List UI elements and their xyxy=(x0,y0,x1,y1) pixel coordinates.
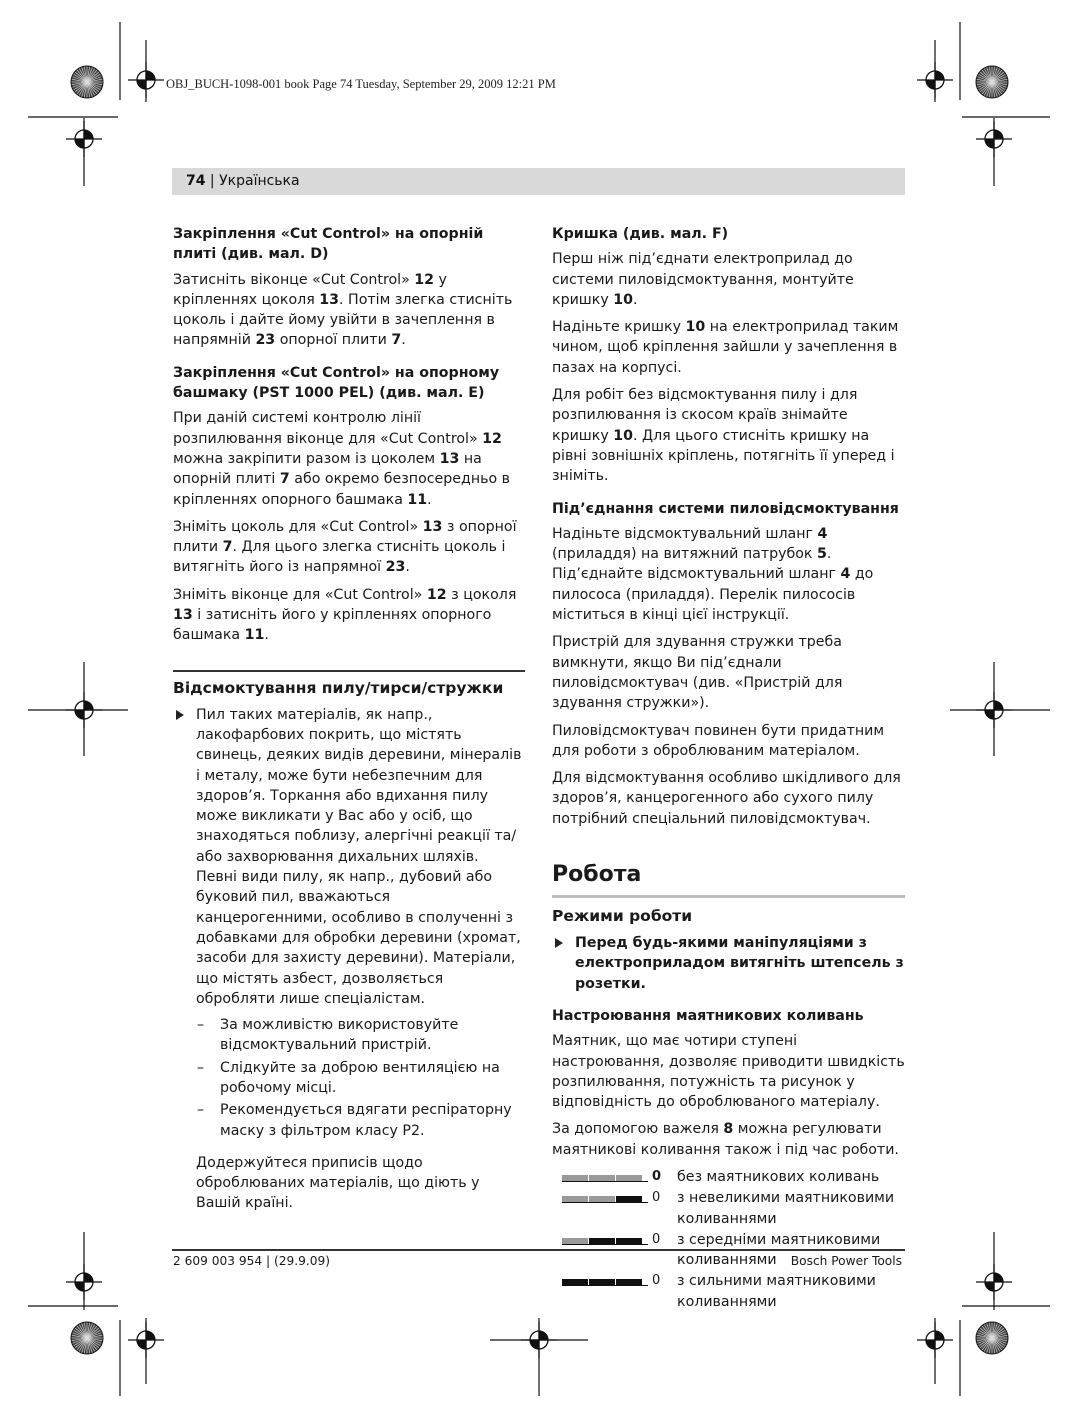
dash-text: Рекомендується вдягати респіраторну маску з фільтром класу P2. xyxy=(220,1102,512,1139)
reference-number: 13 xyxy=(439,450,460,467)
reference-number: 10 xyxy=(685,319,706,336)
registration-target-icon xyxy=(974,1262,1014,1302)
color-registration-icon xyxy=(70,65,104,99)
text-run: з опорної плити xyxy=(173,518,517,556)
paragraph-cover-3 xyxy=(552,385,905,486)
text-run: Для робіт без відсмоктування пилу і для розпилювання із скосом країв знімайте кришку xyxy=(552,387,858,444)
pendulum-zero-label: 0 xyxy=(652,1231,661,1247)
bullet-text: Пил таких матеріалів, як напр., лакофарбових покрить, що містять свинець, деяких видів деревини, мінералів і металу, може бути небезпечним для здоров’я. Торкання або вдихання пилу може викликати у Вас або у осіб, що знаходяться поблизу, алергічні реакції та/або захворювання дихальних шляхів. xyxy=(196,706,522,865)
section-operation: Робота xyxy=(552,862,642,888)
dash-item: – За можливістю використовуйте відсмоктувальний пристрій. xyxy=(197,1017,459,1054)
crop-line xyxy=(934,40,936,102)
page-header xyxy=(186,173,300,189)
section-divider xyxy=(552,895,905,898)
pendulum-baseline xyxy=(562,1181,648,1182)
crop-line xyxy=(934,1318,936,1384)
reference-number: 11 xyxy=(244,627,265,644)
footer-brand: Bosch Power Tools xyxy=(790,1254,902,1268)
color-registration-icon xyxy=(975,1321,1009,1355)
text-run: можна регулювати маятникові коливання також і під час роботи. xyxy=(552,1121,899,1158)
paragraph-dust-connection-3: Пиловідсмоктувач повинен бути придатним для роботи з оброблюваним матеріалом. xyxy=(552,722,885,759)
dash-item: – Рекомендується вдягати респіраторну маску з фільтром класу P2. xyxy=(197,1102,512,1139)
text-run: . xyxy=(401,332,406,349)
heading-pendulum: Настроювання маятникових коливань xyxy=(552,1007,864,1024)
text-run: Зніміть віконце для «Cut Control» xyxy=(173,586,427,603)
reference-number: 12 xyxy=(482,430,502,447)
text-run: у кріпленнях цоколя xyxy=(173,271,447,308)
reference-number: 4 xyxy=(840,566,851,583)
text-run: з цоколя xyxy=(446,586,517,603)
pendulum-zero-label: 0 xyxy=(652,1273,661,1289)
reference-number: 23 xyxy=(385,559,406,576)
paragraph-cover-1 xyxy=(552,249,905,310)
text-run: . Для цього стисніть кришку на рівні зовнішніх кріплень, потягніть її уперед і зніміть. xyxy=(552,427,895,485)
text-run: . xyxy=(427,491,432,508)
footer-doc-number: 2 609 003 954 | (29.9.09) xyxy=(173,1254,331,1268)
pendulum-level-icon xyxy=(562,1167,672,1187)
dash-text: За можливістю використовуйте відсмоктувальний пристрій. xyxy=(220,1017,459,1054)
crop-line xyxy=(83,118,85,186)
text-run: . Потім злегка стисніть цоколь і дайте йому увійти в зачеплення в напрямній xyxy=(173,291,513,349)
reference-number: 5 xyxy=(817,546,827,563)
text-run: на електроприлад таким чином, щоб кріплення зайшли у зачеплення в пазах на корпусі. xyxy=(552,319,899,376)
pendulum-label: без маятникових коливань xyxy=(677,1168,880,1185)
crop-line xyxy=(145,1318,147,1384)
pendulum-level-icon xyxy=(562,1230,672,1250)
pendulum-settings-list xyxy=(552,1167,905,1312)
pendulum-level-icon xyxy=(562,1271,672,1291)
text-run: Зніміть цоколь для «Cut Control» xyxy=(173,518,423,535)
heading-cut-control-shoe: Закріплення «Cut Control» на опорному башмаку (PST 1000 PEL) (див. мал. E) xyxy=(173,364,500,402)
crop-line xyxy=(490,1339,588,1341)
pendulum-setting xyxy=(552,1188,905,1229)
paragraph-dust-connection-1 xyxy=(552,524,905,625)
crop-line xyxy=(28,709,128,711)
heading-operation-modes: Режими роботи xyxy=(552,907,693,926)
reference-number: 7 xyxy=(391,332,402,349)
header-language: Українська xyxy=(219,173,300,189)
reference-number: 13 xyxy=(422,518,443,535)
text-run: . xyxy=(264,627,269,644)
crop-line xyxy=(28,116,118,118)
reference-number: 23 xyxy=(255,332,276,349)
pendulum-setting xyxy=(552,1167,905,1187)
paragraph-dust-connection-4: Для відсмоктування особливо шкідливого для здоров’я, канцерогенного або сухого пилу потрібний спеціальний пиловідсмоктувач. xyxy=(552,770,901,827)
paragraph-cut-control-4 xyxy=(173,585,525,646)
text-run: . xyxy=(633,291,638,308)
pendulum-baseline xyxy=(562,1244,648,1245)
left-column xyxy=(173,224,525,1221)
paragraph-pendulum-1: Маятник, що має чотири ступені настроювання, дозволяє приводити швидкість розпилювання, потужність та рисунок у відповідність до оброблюваного матеріалу. xyxy=(552,1033,905,1111)
section-dust-extraction: Відсмоктування пилу/тирси/стружки xyxy=(173,670,525,699)
crop-line xyxy=(959,22,961,100)
bullet-text-continued: Певні види пилу, як напр., дубовий або буковий пил, вважаються канцерогенними, особливо в сполученні з добавками для обробки деревини (хромат, засоби для захисту деревини). Матеріали, що містять азбест, дозволяється обробляти лише спеціалістам. xyxy=(196,869,521,1007)
pendulum-baseline xyxy=(562,1285,648,1286)
reference-number: 10 xyxy=(613,427,634,444)
reference-number: 10 xyxy=(613,291,634,308)
text-run: або окремо безпосередньо в кріпленнях опорного башмака xyxy=(173,471,511,508)
text-run: . Під’єднайте відсмоктувальний шланг xyxy=(552,546,841,583)
reference-number: 7 xyxy=(279,471,290,488)
crop-line xyxy=(962,116,1050,118)
paragraph-pendulum-2 xyxy=(552,1119,905,1160)
warning-bullet-dust xyxy=(173,705,525,1009)
reference-number: 13 xyxy=(319,291,340,308)
footer-rule xyxy=(172,1249,905,1251)
heading-cut-control-baseplate: Закріплення «Cut Control» на опорній плиті (див. мал. D) xyxy=(173,226,484,263)
crop-line xyxy=(145,40,147,102)
paragraph-cut-control-3 xyxy=(173,517,525,578)
paragraph-cut-control-1 xyxy=(173,270,525,351)
text-run: і затисніть його у кріпленнях опорного башмака xyxy=(173,607,492,644)
text-run: на опорній плиті xyxy=(173,450,482,488)
dash-text: Слідкуйте за доброю вентиляцією на робочому місці. xyxy=(220,1059,500,1096)
text-run: Надіньте відсмоктувальний шланг xyxy=(552,525,818,542)
reference-number: 13 xyxy=(173,607,193,624)
pendulum-baseline xyxy=(562,1202,648,1203)
text-run: до пилососа (приладдя). Перелік пилососів міститься в кінці цієї інструкції. xyxy=(552,566,874,624)
text-run: можна закріпити разом із цоколем xyxy=(173,450,440,467)
page-number: 74 xyxy=(186,173,206,189)
text-run: Перш ніж під’єднати електроприлад до системи пиловідсмоктування, монтуйте кришку xyxy=(552,251,854,308)
pendulum-zero-label: 0 xyxy=(652,1190,661,1206)
paragraph-cut-control-2 xyxy=(173,408,525,509)
registration-target-icon xyxy=(64,1262,104,1302)
pendulum-level-icon xyxy=(562,1188,672,1208)
reference-number: 12 xyxy=(426,586,447,603)
heading-cover: Кришка (див. мал. F) xyxy=(552,226,729,242)
warning-bullet-unplug xyxy=(552,933,905,994)
text-run: Затисніть віконце «Cut Control» xyxy=(173,271,415,288)
crop-line xyxy=(959,1320,961,1396)
reference-number: 12 xyxy=(414,271,435,288)
text-run: (приладдя) на витяжний патрубок xyxy=(552,546,818,563)
bullet-arrow-icon xyxy=(176,710,184,720)
crop-line xyxy=(993,118,995,186)
pendulum-label: з невеликими маятниковими коливаннями xyxy=(677,1190,895,1227)
paragraph-regulations: Додержуйтеся приписів щодо оброблюваних матеріалів, що діють у Вашій країні. xyxy=(196,1154,480,1212)
text-run: . xyxy=(405,559,410,576)
pendulum-label: з середніми маятниковими коливаннями xyxy=(677,1231,881,1269)
text-run: Надіньте кришку xyxy=(552,319,686,336)
reference-number: 11 xyxy=(407,491,428,508)
crop-line xyxy=(962,1305,1050,1307)
reference-number: 4 xyxy=(817,525,828,542)
right-column xyxy=(552,224,905,1313)
reference-number: 7 xyxy=(222,539,233,556)
text-run: За допомогою важеля xyxy=(552,1121,724,1138)
color-registration-icon xyxy=(975,65,1009,99)
color-registration-icon xyxy=(70,1321,104,1355)
pendulum-setting xyxy=(552,1271,905,1312)
bullet-text: Перед будь-якими маніпуляціями з електроприладом витягніть штепсель з розетки. xyxy=(575,935,904,992)
text-run: опорної плити xyxy=(275,332,392,349)
print-info: OBJ_BUCH-1098-001 book Page 74 Tuesday, September 29, 2009 12:21 PM xyxy=(166,77,556,91)
crop-line xyxy=(119,22,121,100)
pendulum-zero-label: 0 xyxy=(652,1168,662,1184)
crop-line xyxy=(119,1320,121,1396)
crop-line xyxy=(950,709,1050,711)
text-run: . Для цього злегка стисніть цоколь і витягніть його із напрямної xyxy=(173,539,506,576)
paragraph-cover-2 xyxy=(552,317,905,378)
heading-dust-connection: Під’єднання системи пиловідсмоктування xyxy=(552,500,899,517)
bullet-arrow-icon xyxy=(555,938,563,948)
reference-number: 8 xyxy=(723,1121,734,1138)
crop-line xyxy=(28,1305,118,1307)
pendulum-label: з сильними маятниковими коливаннями xyxy=(677,1273,876,1310)
text-run: При даній системі контролю лінії розпилювання віконце для «Cut Control» xyxy=(173,410,483,447)
dash-item: – Слідкуйте за доброю вентиляцією на робочому місці. xyxy=(197,1059,500,1096)
paragraph-dust-connection-2: Пристрій для здування стружки треба вимкнути, якщо Ви під’єднали пиловідсмоктувач (див. «Пристрій для здування стружки»). xyxy=(552,634,843,712)
header-separator: | xyxy=(205,173,220,189)
